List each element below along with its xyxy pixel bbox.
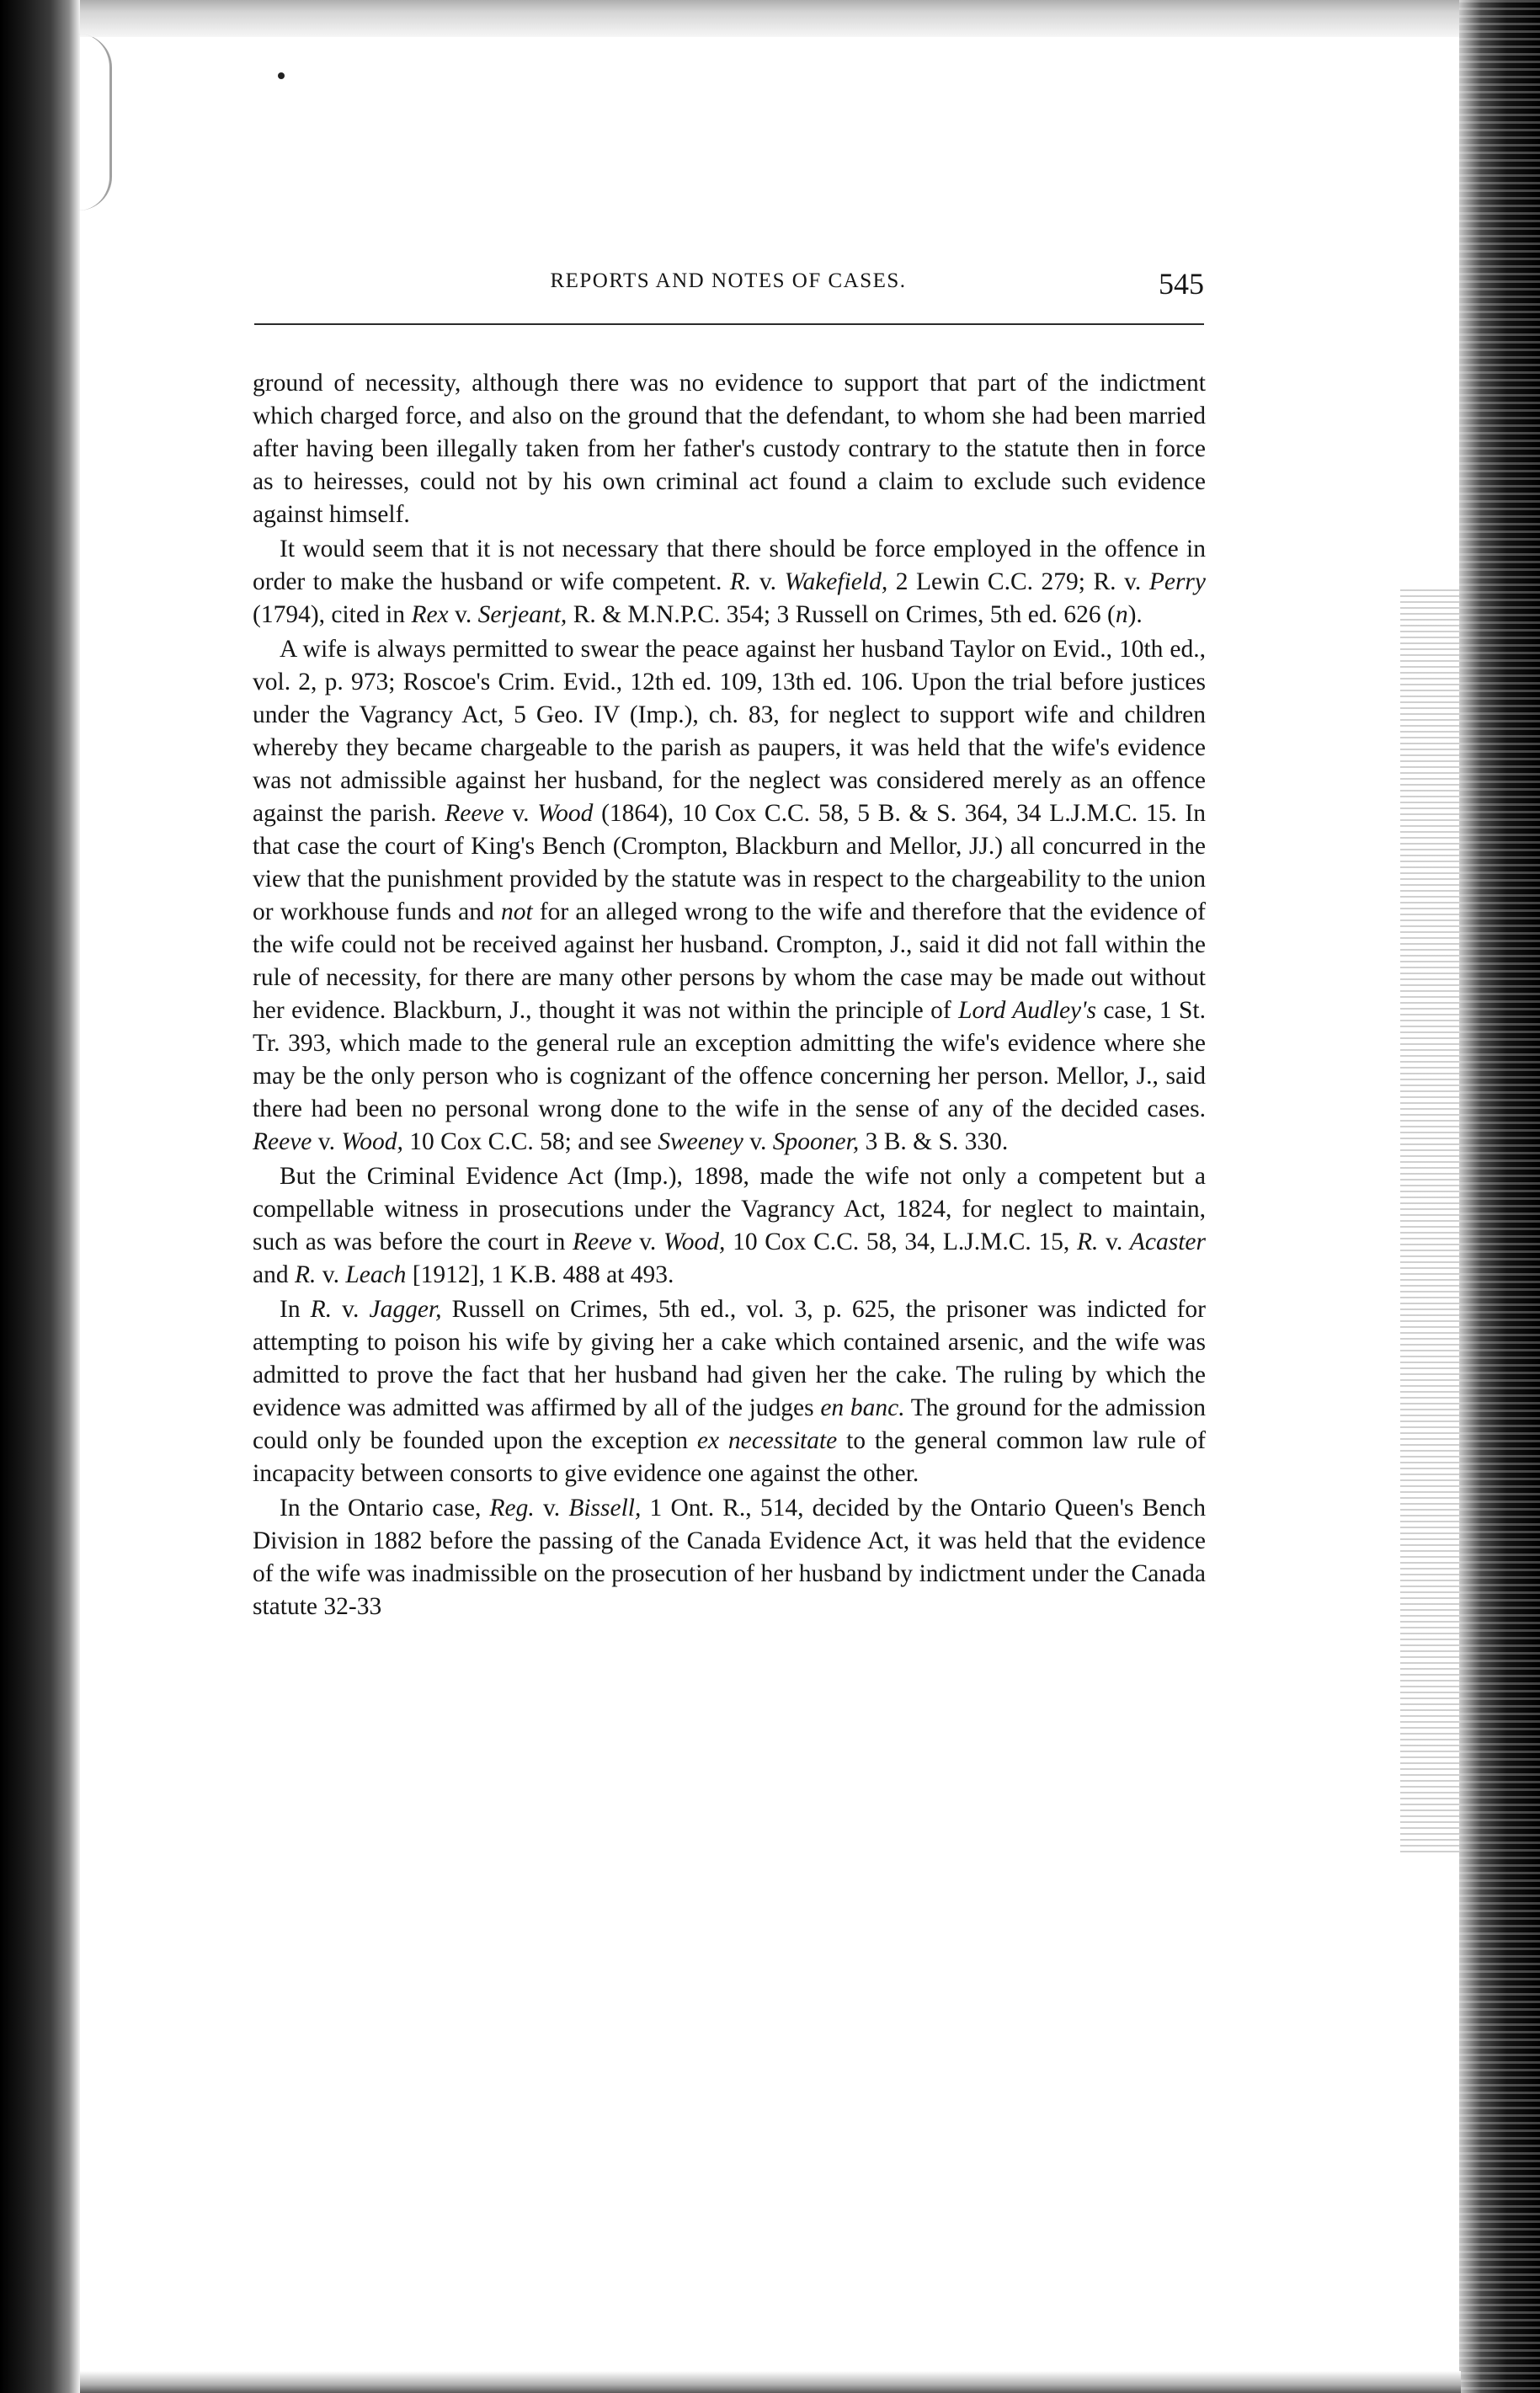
paragraph-6 bbox=[253, 1492, 1206, 1623]
text-run: to the general common law rule of incapacity between consorts to give evidence one against the other. bbox=[253, 1427, 1206, 1487]
text-run: v. bbox=[631, 1228, 663, 1255]
text-run: (1864), 10 Cox C.C. 58, 5 B. & S. 364, 34 L.J.M.C. 15. In that case the court of King's Bench (Crompton, Blackburn and Mellor, JJ.) all concurred in the view that the punishment provided by the statute was in respect to the chargeability to the union or workhouse funds and bbox=[253, 800, 1206, 925]
case-name: Sweeney bbox=[658, 1128, 743, 1155]
text-run: for an alleged wrong to the wife and therefore that the evidence of the wife could not be received against her husband. Crompton, J., said it did not fall within the rule of necessity, for there are many other persons by whom the case may be made out without her evidence. Blackburn, J., thought it was not within the principle of bbox=[253, 898, 1206, 1024]
text-run: case, 1 St. Tr. 393, which made to the general rule an exception admitting the wife's evidence where she may be the only person who is cognizant of the offence concerning her person. Mellor, J., said there had been no personal wrong done to the wife in the sense of any of the decided cases. bbox=[253, 997, 1206, 1122]
paragraph-4 bbox=[253, 1160, 1206, 1292]
text-run: 10 Cox C.C. 58; and see bbox=[402, 1128, 658, 1155]
text-run: v. bbox=[751, 568, 785, 595]
text-run: v. bbox=[448, 601, 478, 628]
scan-speck bbox=[278, 72, 285, 79]
paragraph-5 bbox=[253, 1293, 1206, 1490]
text-run: ). bbox=[1127, 601, 1143, 628]
case-name: R. bbox=[1076, 1228, 1099, 1255]
latin-phrase: en banc. bbox=[820, 1394, 905, 1421]
text-run: v. bbox=[743, 1128, 773, 1155]
running-head bbox=[253, 266, 1204, 306]
latin-phrase: ex necessitate bbox=[696, 1427, 838, 1454]
case-name: Reg. bbox=[489, 1495, 535, 1522]
case-name: Spooner, bbox=[772, 1128, 860, 1155]
text-run: The ground for the admission could only be founded upon the exception bbox=[253, 1394, 1207, 1454]
text-run: In bbox=[280, 1296, 311, 1323]
case-name: Bissell, bbox=[568, 1495, 642, 1522]
case-name: R. bbox=[294, 1261, 317, 1288]
text-run: Russell on Crimes, 5th ed., vol. 3, p. 625, the prisoner was indicted for attempting to poison his wife by giving her a cake which contained arsenic, and the wife was admitted to prove the fact that her husband had given her the cake. The ruling by which the evidence was admitted was affirmed by all of the judges bbox=[253, 1296, 1206, 1421]
page-number: 545 bbox=[1159, 267, 1204, 301]
case-name: Reeve bbox=[573, 1228, 632, 1255]
case-name: Wood, bbox=[663, 1228, 726, 1255]
case-name: Leach bbox=[345, 1261, 407, 1288]
text-run: 2 Lewin C.C. 279; R. v. bbox=[887, 568, 1149, 595]
running-title: REPORTS AND NOTES OF CASES. bbox=[550, 269, 907, 292]
case-name: Reeve bbox=[445, 800, 504, 827]
scan-edge-left bbox=[0, 0, 80, 2393]
case-name: R. bbox=[729, 568, 752, 595]
text-run: and bbox=[253, 1261, 295, 1288]
paragraph-2 bbox=[253, 533, 1206, 632]
paragraph-3 bbox=[253, 633, 1206, 1159]
case-name: Jagger, bbox=[369, 1296, 442, 1323]
text-run: In the Ontario case, bbox=[280, 1495, 490, 1522]
case-name: Wood bbox=[537, 800, 594, 827]
case-name: R. bbox=[310, 1296, 333, 1323]
text-run: v. bbox=[312, 1128, 342, 1155]
case-name: Wood, bbox=[341, 1128, 403, 1155]
scan-edge-right bbox=[1459, 0, 1540, 2393]
case-name: Rex bbox=[411, 601, 449, 628]
text-run: It would seem that it is not necessary that there should be force employed in the offence in order to make the husband or wife competent. bbox=[253, 536, 1206, 595]
case-name: Reeve bbox=[253, 1128, 312, 1155]
text-run: v. bbox=[534, 1495, 569, 1522]
text-run: v. bbox=[504, 800, 538, 827]
case-name: Serjeant, bbox=[477, 601, 568, 628]
text-run: 10 Cox C.C. 58, 34, L.J.M.C. 15, bbox=[725, 1228, 1077, 1255]
text-run: R. & M.N.P.C. 354; 3 Russell on Crimes, 5th ed. 626 ( bbox=[567, 601, 1116, 628]
scan-edge-top bbox=[80, 0, 1461, 37]
scan-edge-bottom bbox=[80, 2371, 1461, 2393]
text-run: But the Criminal Evidence Act (Imp.), 1898, made the wife not only a competent but a compellable witness in prosecutions under the Vagrancy Act, 1824, for neglect to maintain, such as was before the court in bbox=[253, 1163, 1206, 1255]
body-text bbox=[253, 367, 1206, 1625]
text-run: 3 B. & S. 330. bbox=[859, 1128, 1009, 1155]
scan-shadow-right bbox=[1400, 589, 1459, 1852]
text-run: A wife is always permitted to swear the peace against her husband Taylor on Evid., 10th ed., vol. 2, p. 973; Roscoe's Crim. Evid., 12th ed. 109, 13th ed. 106. Upon the trial before justices under the Vagrancy Act, 5 Geo. IV (Imp.), ch. 83, for neglect to support wife and children whereby they became chargeable to the parish as paupers, it was held that the wife's evidence was not admissible against her husband, for the neglect was considered merely as an offence against the parish. bbox=[253, 636, 1206, 827]
text-run: v. bbox=[1098, 1228, 1130, 1255]
text-run: 1 Ont. R., 514, decided by the Ontario Queen's Bench Division in 1882 before the passing of the Canada Evidence Act, it was held that the evidence of the wife was inadmissible on the prosecution of her husband by indictment under the Canada statute 32-33 bbox=[253, 1495, 1206, 1620]
case-name: Perry bbox=[1148, 568, 1206, 595]
header-rule bbox=[254, 323, 1204, 325]
text-run: [1912], 1 K.B. 488 at 493. bbox=[406, 1261, 674, 1288]
text-run: v. bbox=[332, 1296, 370, 1323]
emphasis: not bbox=[500, 898, 533, 925]
scan-torn-edge bbox=[59, 34, 112, 211]
case-name: Acaster bbox=[1129, 1228, 1206, 1255]
text-run: v. bbox=[316, 1261, 346, 1288]
paragraph-1-text: ground of necessity, although there was no evidence to support that part of the indictment which charged force, and also on the ground that the defendant, to whom she had been married after having been illegally taken from her father's custody contrary to the statute then in force as to heiresses, could not by his own criminal act found a claim to exclude such evidence against himself. bbox=[253, 370, 1206, 528]
case-name: Lord Audley's bbox=[958, 997, 1096, 1024]
paragraph-1 bbox=[253, 367, 1206, 531]
case-name: Wakefield, bbox=[784, 568, 888, 595]
footnote-ref: n bbox=[1115, 601, 1128, 628]
text-run: (1794), cited in bbox=[253, 601, 412, 628]
